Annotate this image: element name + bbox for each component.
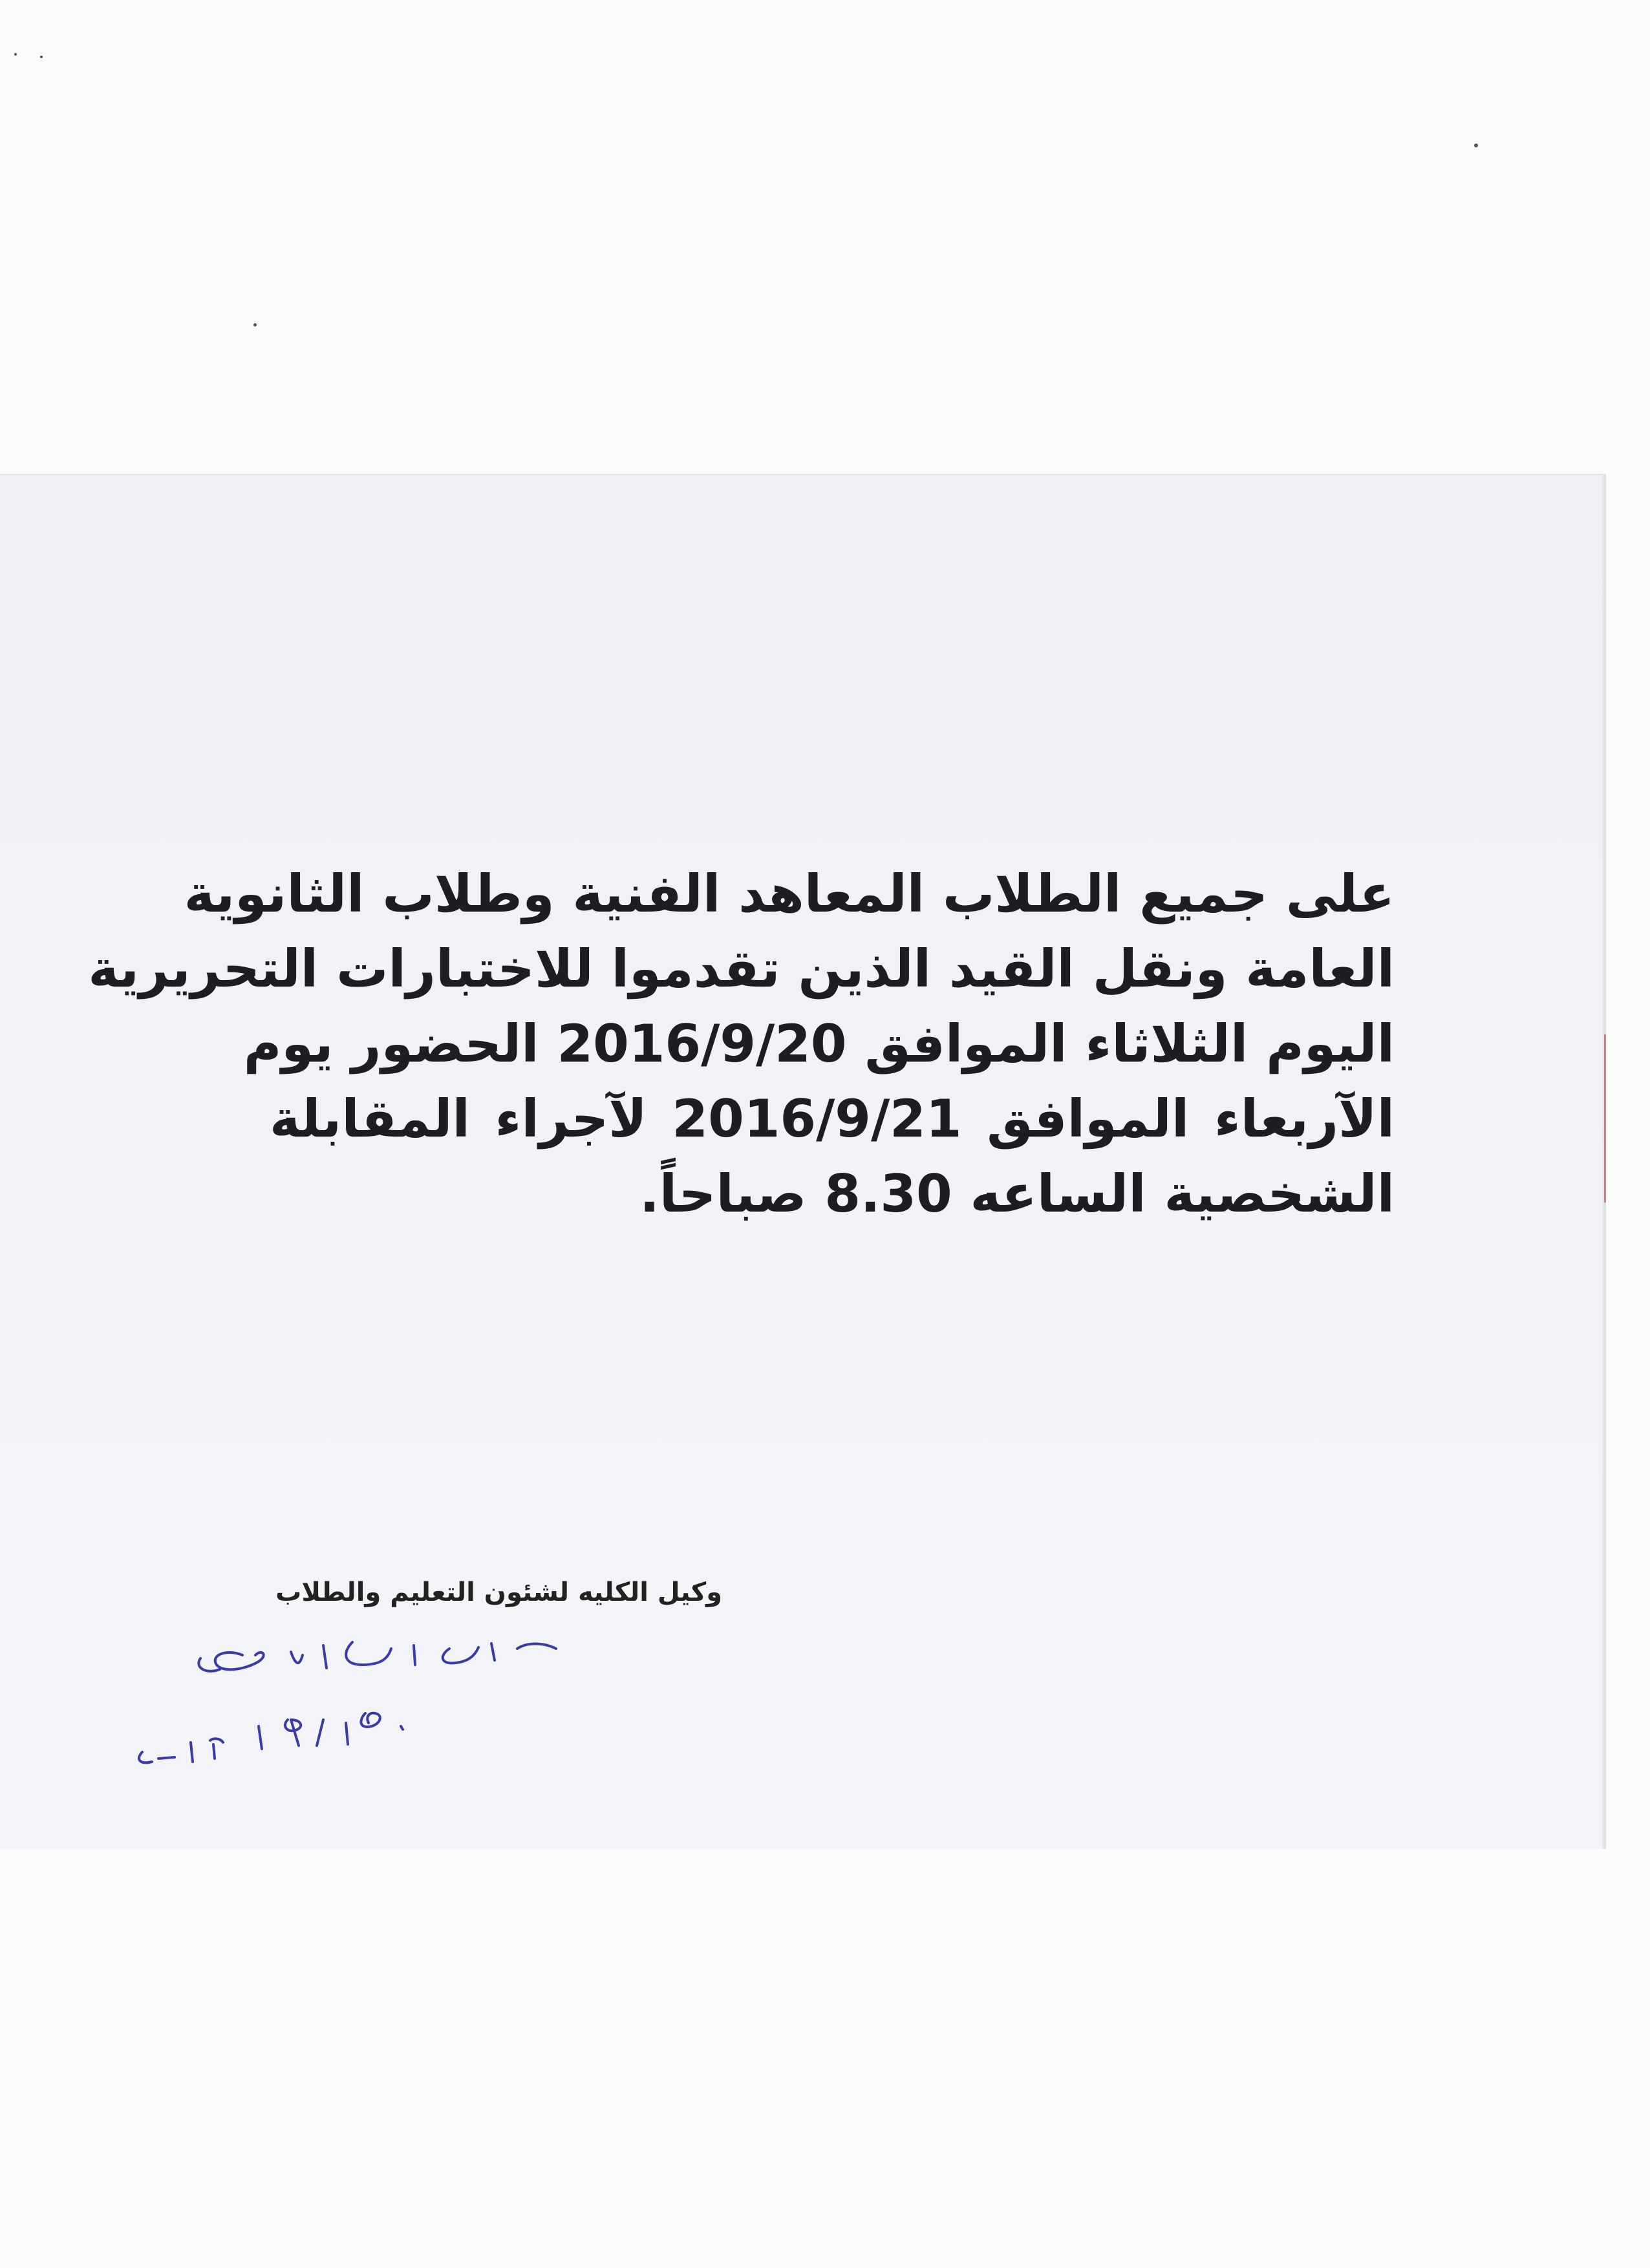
signature-name-stroke bbox=[323, 1645, 327, 1668]
signature-date-stroke bbox=[361, 1713, 380, 1727]
notice-line: اليوم الثلاثاء الموافق 2016/9/20 الحضور يوم bbox=[243, 1014, 1395, 1074]
signature-name-stroke bbox=[291, 1652, 303, 1663]
notice-line: على جميع الطلاب المعاهد الفنية وطلاب الثانوية bbox=[184, 864, 1395, 924]
signature-date-stroke bbox=[285, 1720, 301, 1746]
signature-date-stroke bbox=[317, 1720, 323, 1746]
scan-speck bbox=[14, 53, 17, 56]
notice-body bbox=[88, 857, 1395, 1232]
signatory-title: وكيل الكليه لشئون التعليم والطلاب bbox=[275, 1578, 722, 1607]
signature-name-stroke bbox=[443, 1647, 478, 1663]
notice-line: الآربعاء الموافق 2016/9/21 لآجراء المقابلة bbox=[270, 1089, 1395, 1149]
notice-line: العامة ونقل القيد الذين تقدموا للاختبارات التحريرية bbox=[88, 939, 1395, 999]
signature-date-stroke bbox=[346, 1723, 348, 1744]
signature-date-stroke bbox=[158, 1757, 175, 1759]
notice-line: الشخصية الساعه 8.30 صباحاً. bbox=[639, 1164, 1395, 1224]
signature-name-stroke bbox=[414, 1645, 415, 1665]
signature-date-stroke bbox=[139, 1752, 152, 1762]
signature-date-stroke bbox=[191, 1742, 193, 1762]
handwritten-signature bbox=[129, 1629, 647, 1843]
scan-speck bbox=[1474, 144, 1478, 147]
scan-speck bbox=[40, 56, 43, 58]
signature-date-stroke bbox=[401, 1726, 403, 1729]
signature-name-stroke bbox=[346, 1642, 391, 1665]
signature-name-stroke bbox=[215, 1653, 264, 1669]
red-margin-mark bbox=[1604, 1034, 1606, 1203]
signature-name-stroke bbox=[491, 1643, 495, 1660]
signature-date-stroke bbox=[259, 1726, 262, 1749]
scan-speck bbox=[253, 323, 257, 326]
signature-name-stroke bbox=[517, 1644, 556, 1649]
signature-date-stroke bbox=[210, 1738, 223, 1759]
